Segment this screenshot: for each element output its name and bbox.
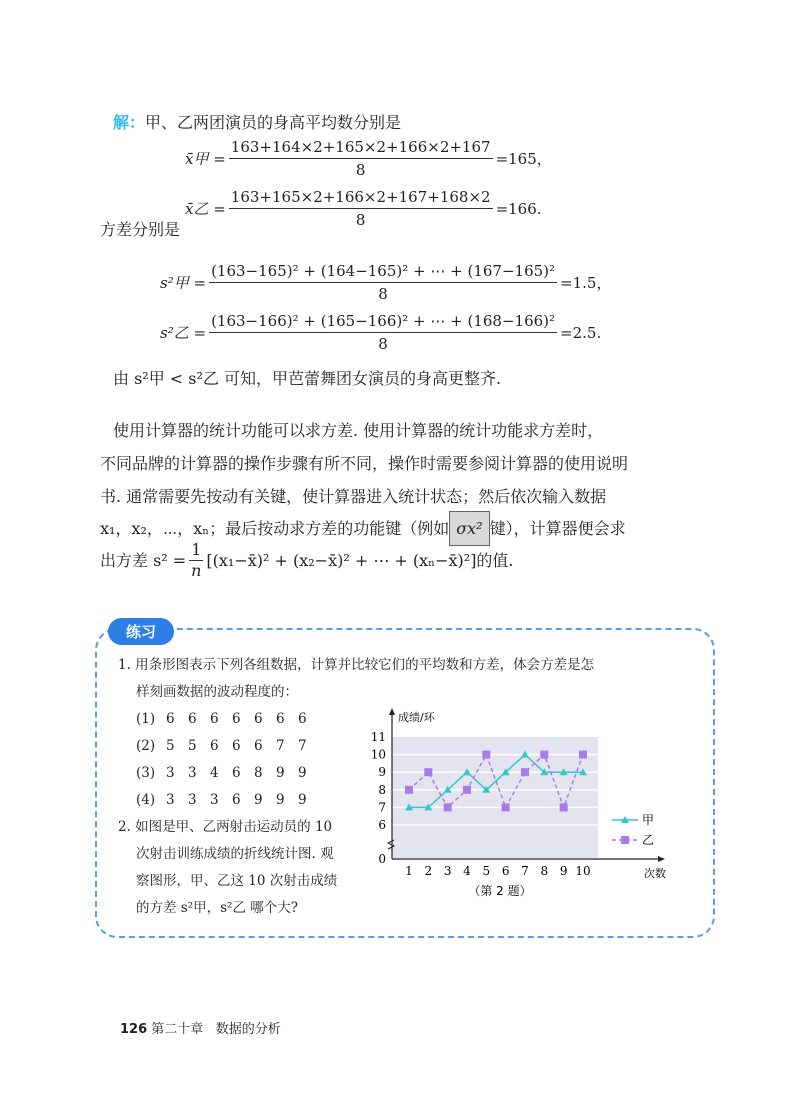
x-tick-label: 3 bbox=[443, 864, 452, 878]
y-tick-label: 10 bbox=[370, 747, 386, 762]
data-point bbox=[463, 786, 471, 794]
paragraph-line: x₁，x₂，⋯，xₙ；最后按动求方差的功能键（例如 σx² 键），计算器便会求 bbox=[100, 511, 626, 546]
x-tick-label: 2 bbox=[424, 864, 433, 878]
data-point bbox=[444, 803, 452, 811]
y-tick-label: 6 bbox=[378, 818, 386, 832]
x-tick-label: 9 bbox=[559, 864, 568, 878]
y-tick-label: 8 bbox=[378, 782, 386, 797]
variance-formula-line: 出方差 s² = $\frac{1}{n}$ [(x₁−x̄)² + (x₂−x̄)² + ⋯ + (xₙ−x̄)²]的值. bbox=[100, 540, 514, 580]
paragraph-line: 不同品牌的计算器的操作步骤有所不同，操作时需要参阅计算器的使用说明 bbox=[100, 454, 629, 473]
chapter-title: 数据的分析 bbox=[215, 1022, 281, 1037]
data-group-row: (1) 6 6 6 6 6 6 6 bbox=[136, 711, 307, 727]
data-group-row: (3) 3 3 4 6 8 9 9 bbox=[136, 765, 307, 781]
data-point bbox=[560, 803, 568, 811]
legend-label: 甲 bbox=[642, 813, 655, 827]
x-tick-label: 6 bbox=[501, 864, 510, 878]
x-tick-label: 4 bbox=[463, 864, 471, 878]
y-axis-arrow bbox=[389, 708, 395, 715]
question-1-line: 1. 用条形图表示下列各组数据，计算并比较它们的平均数和方差，体会方差是怎 bbox=[118, 657, 595, 673]
solution-label: 解： bbox=[113, 113, 146, 132]
question-2-line: 察图形，甲、乙这 10 次射击成绩 bbox=[136, 873, 338, 889]
line-chart bbox=[360, 705, 680, 905]
y-axis-label: 成绩/环 bbox=[398, 711, 435, 724]
data-group-row: (2) 5 5 6 6 6 7 7 bbox=[136, 738, 307, 754]
variance-yi-formula: s²乙 = $\frac{\text{(163−166)² + (165−166)² + ⋯ + (168−166)²}}{8}$ =2.5. bbox=[160, 312, 602, 353]
data-point bbox=[482, 751, 490, 759]
legend-marker bbox=[621, 836, 629, 844]
question-2 bbox=[118, 814, 337, 922]
x-tick-label: 8 bbox=[540, 864, 549, 878]
x-axis-arrow bbox=[658, 856, 665, 862]
data-groups bbox=[136, 706, 320, 814]
chart-caption: （第 2 题） bbox=[468, 884, 532, 898]
variance-intro: 方差分别是 bbox=[100, 220, 181, 239]
legend-label: 乙 bbox=[642, 833, 655, 847]
x-tick-label: 1 bbox=[405, 864, 413, 878]
y-tick-label: 7 bbox=[378, 800, 386, 815]
paragraph-line: 书. 通常需要先按动有关键，使计算器进入统计状态；然后依次输入数据 bbox=[100, 487, 607, 506]
mean-jia-formula: x̄甲 = $\frac{163+164\times 2+165\times 2+166\times 2+167}{8}$ =165， bbox=[185, 138, 552, 179]
question-1-line: 样刻画数据的波动程度的： bbox=[136, 684, 298, 700]
solution-intro: 解：甲、乙两团演员的身高平均数分别是 bbox=[113, 113, 402, 132]
question-2-line: 的方差 s²甲，s²乙 哪个大? bbox=[136, 900, 298, 916]
x-tick-label: 10 bbox=[575, 864, 591, 878]
data-point bbox=[405, 786, 413, 794]
x-axis-label: 次数 bbox=[644, 867, 666, 880]
question-2-line: 次射击训练成绩的折线统计图. 观 bbox=[136, 846, 334, 862]
x-tick-label: 7 bbox=[521, 864, 529, 878]
conclusion: 由 s²甲 < s²乙 可知，甲芭蕾舞团女演员的身高更整齐. bbox=[113, 369, 502, 388]
data-point bbox=[424, 768, 432, 776]
y-tick-label: 11 bbox=[370, 730, 386, 744]
exercise-tag: 练习 bbox=[108, 618, 174, 645]
mean-yi-formula: x̄乙 = $\frac{163+165\times 2+166\times 2+167+168\times 2}{8}$ =166. bbox=[185, 188, 542, 229]
y-tick-label: 9 bbox=[378, 765, 386, 780]
data-point bbox=[579, 751, 587, 759]
x-tick-label: 5 bbox=[482, 864, 491, 878]
data-point bbox=[521, 768, 529, 776]
data-point bbox=[540, 751, 548, 759]
y-tick-label: 0 bbox=[378, 852, 386, 866]
paragraph-line: 使用计算器的统计功能可以求方差. 使用计算器的统计功能求方差时， bbox=[113, 421, 604, 440]
page-footer bbox=[120, 1018, 281, 1037]
chapter: 第二十章 bbox=[151, 1022, 204, 1037]
calculator-key: σx² bbox=[449, 511, 489, 546]
page-number: 126 bbox=[120, 1022, 148, 1037]
data-point bbox=[502, 803, 510, 811]
data-group-row: (4) 3 3 3 6 9 9 9 bbox=[136, 792, 307, 808]
question-2-line: 2. 如图是甲、乙两射击运动员的 10 bbox=[118, 819, 333, 835]
variance-jia-formula: s²甲 = $\frac{\text{(163−165)² + (164−165)² + ⋯ + (167−165)²}}{8}$ =1.5， bbox=[160, 262, 612, 303]
